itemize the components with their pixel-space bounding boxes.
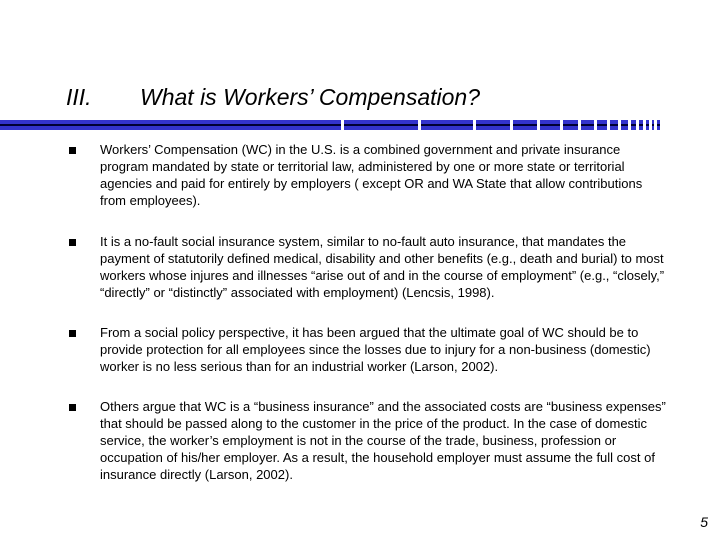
bullet-text: Others argue that WC is a “business insurance” and the associated costs are “business expenses” that should be passed along to the customer in the price of the product. In the case of domestic service, the worker’s employment is not in the course of the trade, business, profession or occupation of his/her employer. As a result, the household employer must assume the full cost of insurance directly (Larson, 2002). — [100, 399, 666, 482]
square-bullet-icon — [69, 404, 76, 411]
bullet-text: It is a no-fault social insurance system, similar to no-fault auto insurance, that mandates the payment of statutorily defined medical, disability and other benefits (e.g., death and burial) to most workers whose injures and illnesses “arise out of and in the course of employment” (e.g., “closely,” “directly” or “distinctly” associated with employment) (Lencsis, 1998). — [100, 234, 665, 300]
bullet-text: Workers’ Compensation (WC) in the U.S. is a combined government and private insurance program mandated by state or territorial law, administered by one or more state or territorial agencies and paid for entirely by employers ( except OR and WA State that allow contributions from employees). — [100, 142, 643, 208]
title-divider-rule — [0, 117, 660, 133]
slide-title: What is Workers’ Compensation? — [140, 84, 481, 110]
square-bullet-icon — [69, 239, 76, 246]
square-bullet-icon — [69, 147, 76, 154]
bullet-text: From a social policy perspective, it has been argued that the ultimate goal of WC should be to provide protection for all employees since the losses due to injury for a non-business (domestic) worker is no less serious than for an industrial worker (Larson, 2002). — [100, 325, 651, 374]
section-number: III. — [66, 84, 92, 110]
page-number: 5 — [700, 514, 708, 530]
square-bullet-icon — [69, 330, 76, 337]
